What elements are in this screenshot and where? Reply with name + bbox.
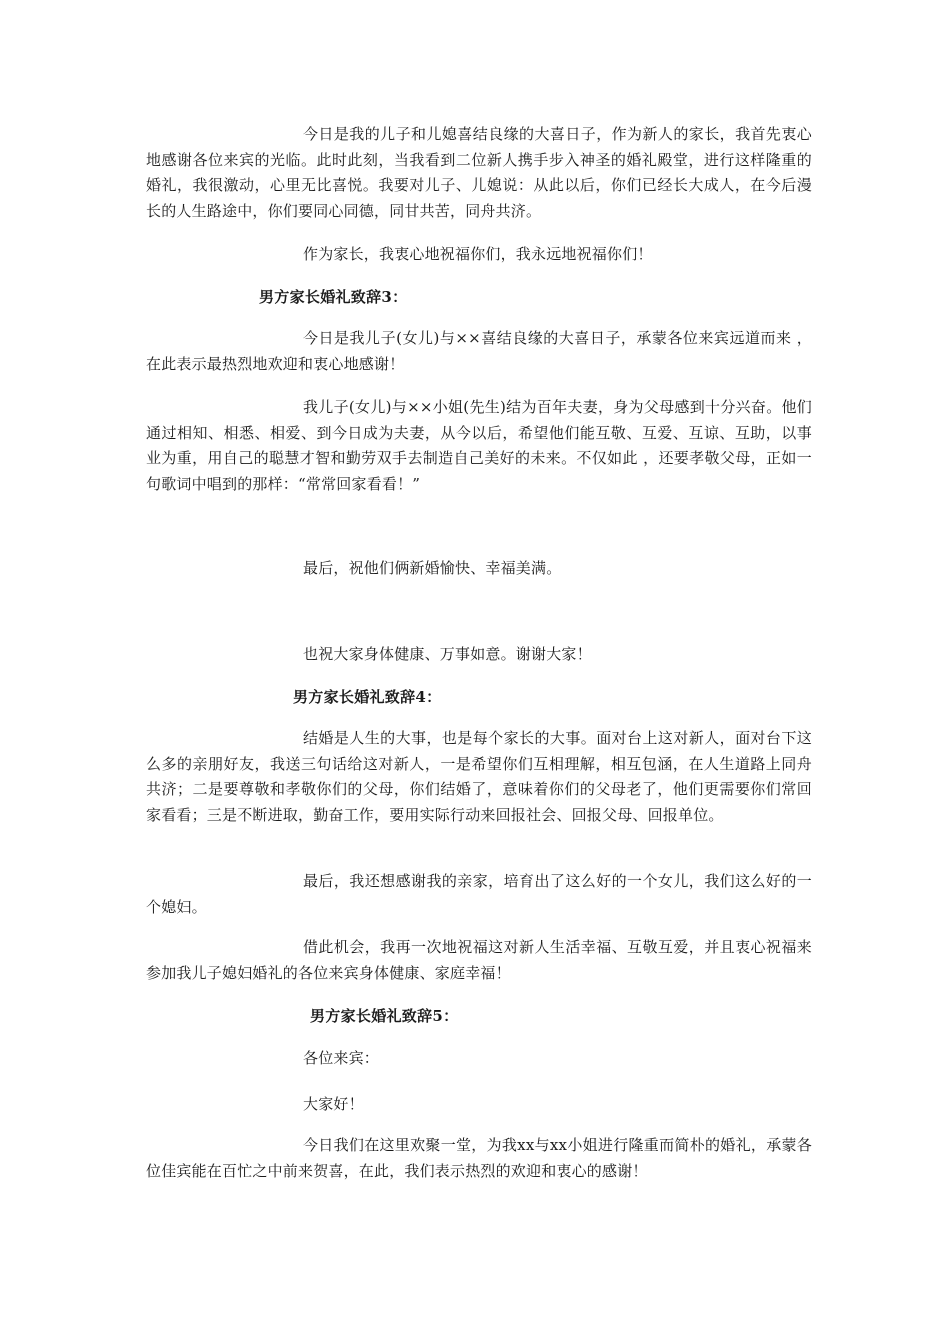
paragraph: 也祝大家身体健康、万事如意。谢谢大家！ [303, 645, 592, 663]
paragraph: 今日是我儿子(女儿)与××喜结良缘的大喜日子，承蒙各位来宾远道而来 ，在此表示最热烈地欢迎和衷心地感谢！ [146, 329, 812, 373]
paragraph: 大家好！ [303, 1095, 364, 1113]
paragraph: 最后，祝他们俩新婚愉快、幸福美满。 [303, 559, 562, 577]
paragraph: 今日是我的儿子和儿媳喜结良缘的大喜日子，作为新人的家长，我首先衷心地感谢各位来宾的光临。此时此刻，当我看到二位新人携手步入神圣的婚礼殿堂，进行这样隆重的婚礼，我很激动，心里无比喜悦。我要对儿子、儿媳说：从此以后，你们已经长大成人，在今后漫长的人生路途中，你们要同心同德，同甘共苦，同舟共济。 [146, 125, 812, 220]
paragraph: 借此机会，我再一次地祝福这对新人生活幸福、互敬互爱，并且衷心祝福来参加我儿子媳妇婚礼的各位来宾身体健康、家庭幸福！ [146, 938, 812, 982]
paragraph: 我儿子(女儿)与××小姐(先生)结为百年夫妻，身为父母感到十分兴奋。他们通过相知、相悉、相爱、到今日成为夫妻，从今以后，希望他们能互敬、互爱、互谅、互助，以事业为重，用自己的聪慧才智和勤劳双手去制造自己美好的未来。不仅如此 ，还要孝敬父母，正如一句歌词中唱到的那样：“常常回家看看！” [146, 398, 812, 493]
section-heading: 男方家长婚礼致辞3： [259, 288, 408, 306]
paragraph: 今日我们在这里欢聚一堂，为我xx与xx小姐进行隆重而简朴的婚礼，承蒙各位佳宾能在百忙之中前来贺喜，在此，我们表示热烈的欢迎和衷心的感谢！ [146, 1136, 812, 1180]
paragraph: 作为家长，我衷心地祝福你们，我永远地祝福你们！ [303, 245, 653, 263]
paragraph: 各位来宾： [303, 1049, 380, 1067]
section-heading: 男方家长婚礼致辞4： [293, 688, 442, 706]
section-heading: 男方家长婚礼致辞5： [310, 1007, 459, 1025]
paragraph: 最后，我还想感谢我的亲家，培育出了这么好的一个女儿，我们这么好的一个媳妇。 [146, 872, 812, 916]
paragraph: 结婚是人生的大事，也是每个家长的大事。面对台上这对新人，面对台下这么多的亲朋好友，我送三句话给这对新人，一是希望你们互相理解，相互包涵，在人生道路上同舟共济；二是要尊敬和孝敬你们的父母，你们结婚了，意味着你们的父母老了，他们更需要你们常回家看看；三是不断进取，勤奋工作，要用实际行动来回报社会、回报父母、回报单位。 [146, 729, 812, 824]
